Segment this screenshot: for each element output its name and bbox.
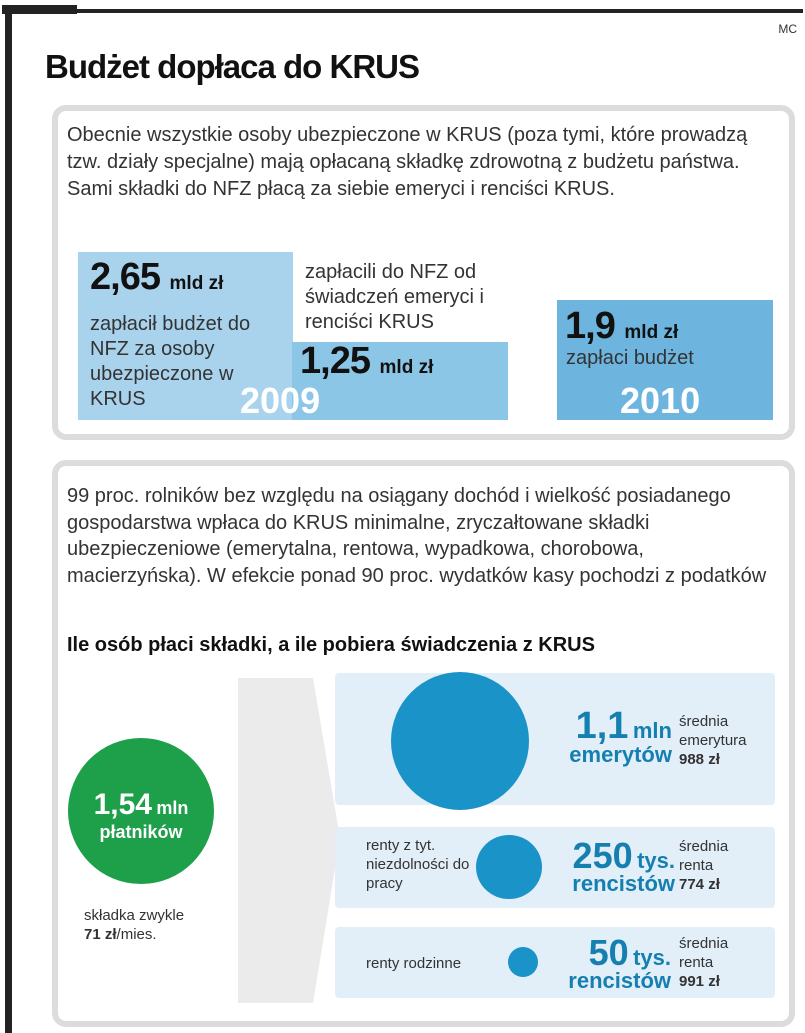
disability-desc: renty z tyt. niezdolności do pracy — [366, 837, 470, 892]
disability-count: 250 tys. rencistów — [572, 835, 675, 896]
family-count: 50 tys. rencistów — [568, 932, 671, 993]
family-avg: średnia renta 991 zł — [679, 935, 729, 990]
family-circle — [508, 947, 538, 977]
desc-2010: zapłaci budżet — [566, 347, 694, 369]
payers-label: 1,54 mln płatników — [93, 788, 189, 842]
desc-2009-budget: zapłacił budżet do NFZ za osoby ubezpieczone w KRUS — [90, 313, 251, 410]
year-2010: 2010 — [620, 380, 701, 421]
pensioners-avg: średnia emerytura 988 zł — [679, 713, 747, 768]
disability-avg: średnia renta 774 zł — [679, 838, 729, 893]
disability-circle — [476, 835, 542, 899]
desc-2009-pensioners: zapłacili do NFZ od świadczeń emeryci i renciści KRUS — [305, 261, 484, 333]
page-title: Budżet dopłaca do KRUS — [45, 48, 420, 85]
value-2009-budget: 2,65 mld zł — [90, 256, 224, 298]
pensioners-circle — [391, 672, 529, 810]
section2-intro: 99 proc. rolników bez względu na osiągany dochód i wielkość posiadanego gospodarstwa wpłaca do KRUS minimalne, zryczałtowane składki ubezpieczeniowe (emerytalna, rentowa, wypadkowa, chorobowa, macierzyńska). W efekcie ponad 90 proc. wydatków kasy pochodzi z podatków — [67, 485, 767, 587]
pensioners-count: 1,1 mln emerytów — [569, 705, 672, 767]
section1-intro: Obecnie wszystkie osoby ubezpieczone w KRUS (poza tymi, które prowadzą tzw. działy specjalne) mają opłacaną składkę zdrowotną z budżetu państwa. Sami składki do NFZ płacą za siebie emeryci i renciści KRUS. — [67, 124, 748, 200]
section2-subtitle: Ile osób płaci składki, a ile pobiera świadczenia z KRUS — [67, 634, 595, 656]
top-rule — [8, 9, 803, 13]
value-2009-pensioners: 1,25 mld zł — [300, 340, 434, 382]
arrow-shape — [238, 678, 343, 1003]
top-rule-accent — [2, 5, 77, 14]
credit: MC — [778, 22, 797, 36]
value-2010: 1,9 mld zł — [565, 305, 679, 347]
payers-note: składka zwykle 71 zł/mies. — [84, 907, 185, 943]
year-2009: 2009 — [240, 380, 321, 421]
left-rule — [5, 9, 12, 1033]
family-desc: renty rodzinne — [366, 955, 462, 972]
